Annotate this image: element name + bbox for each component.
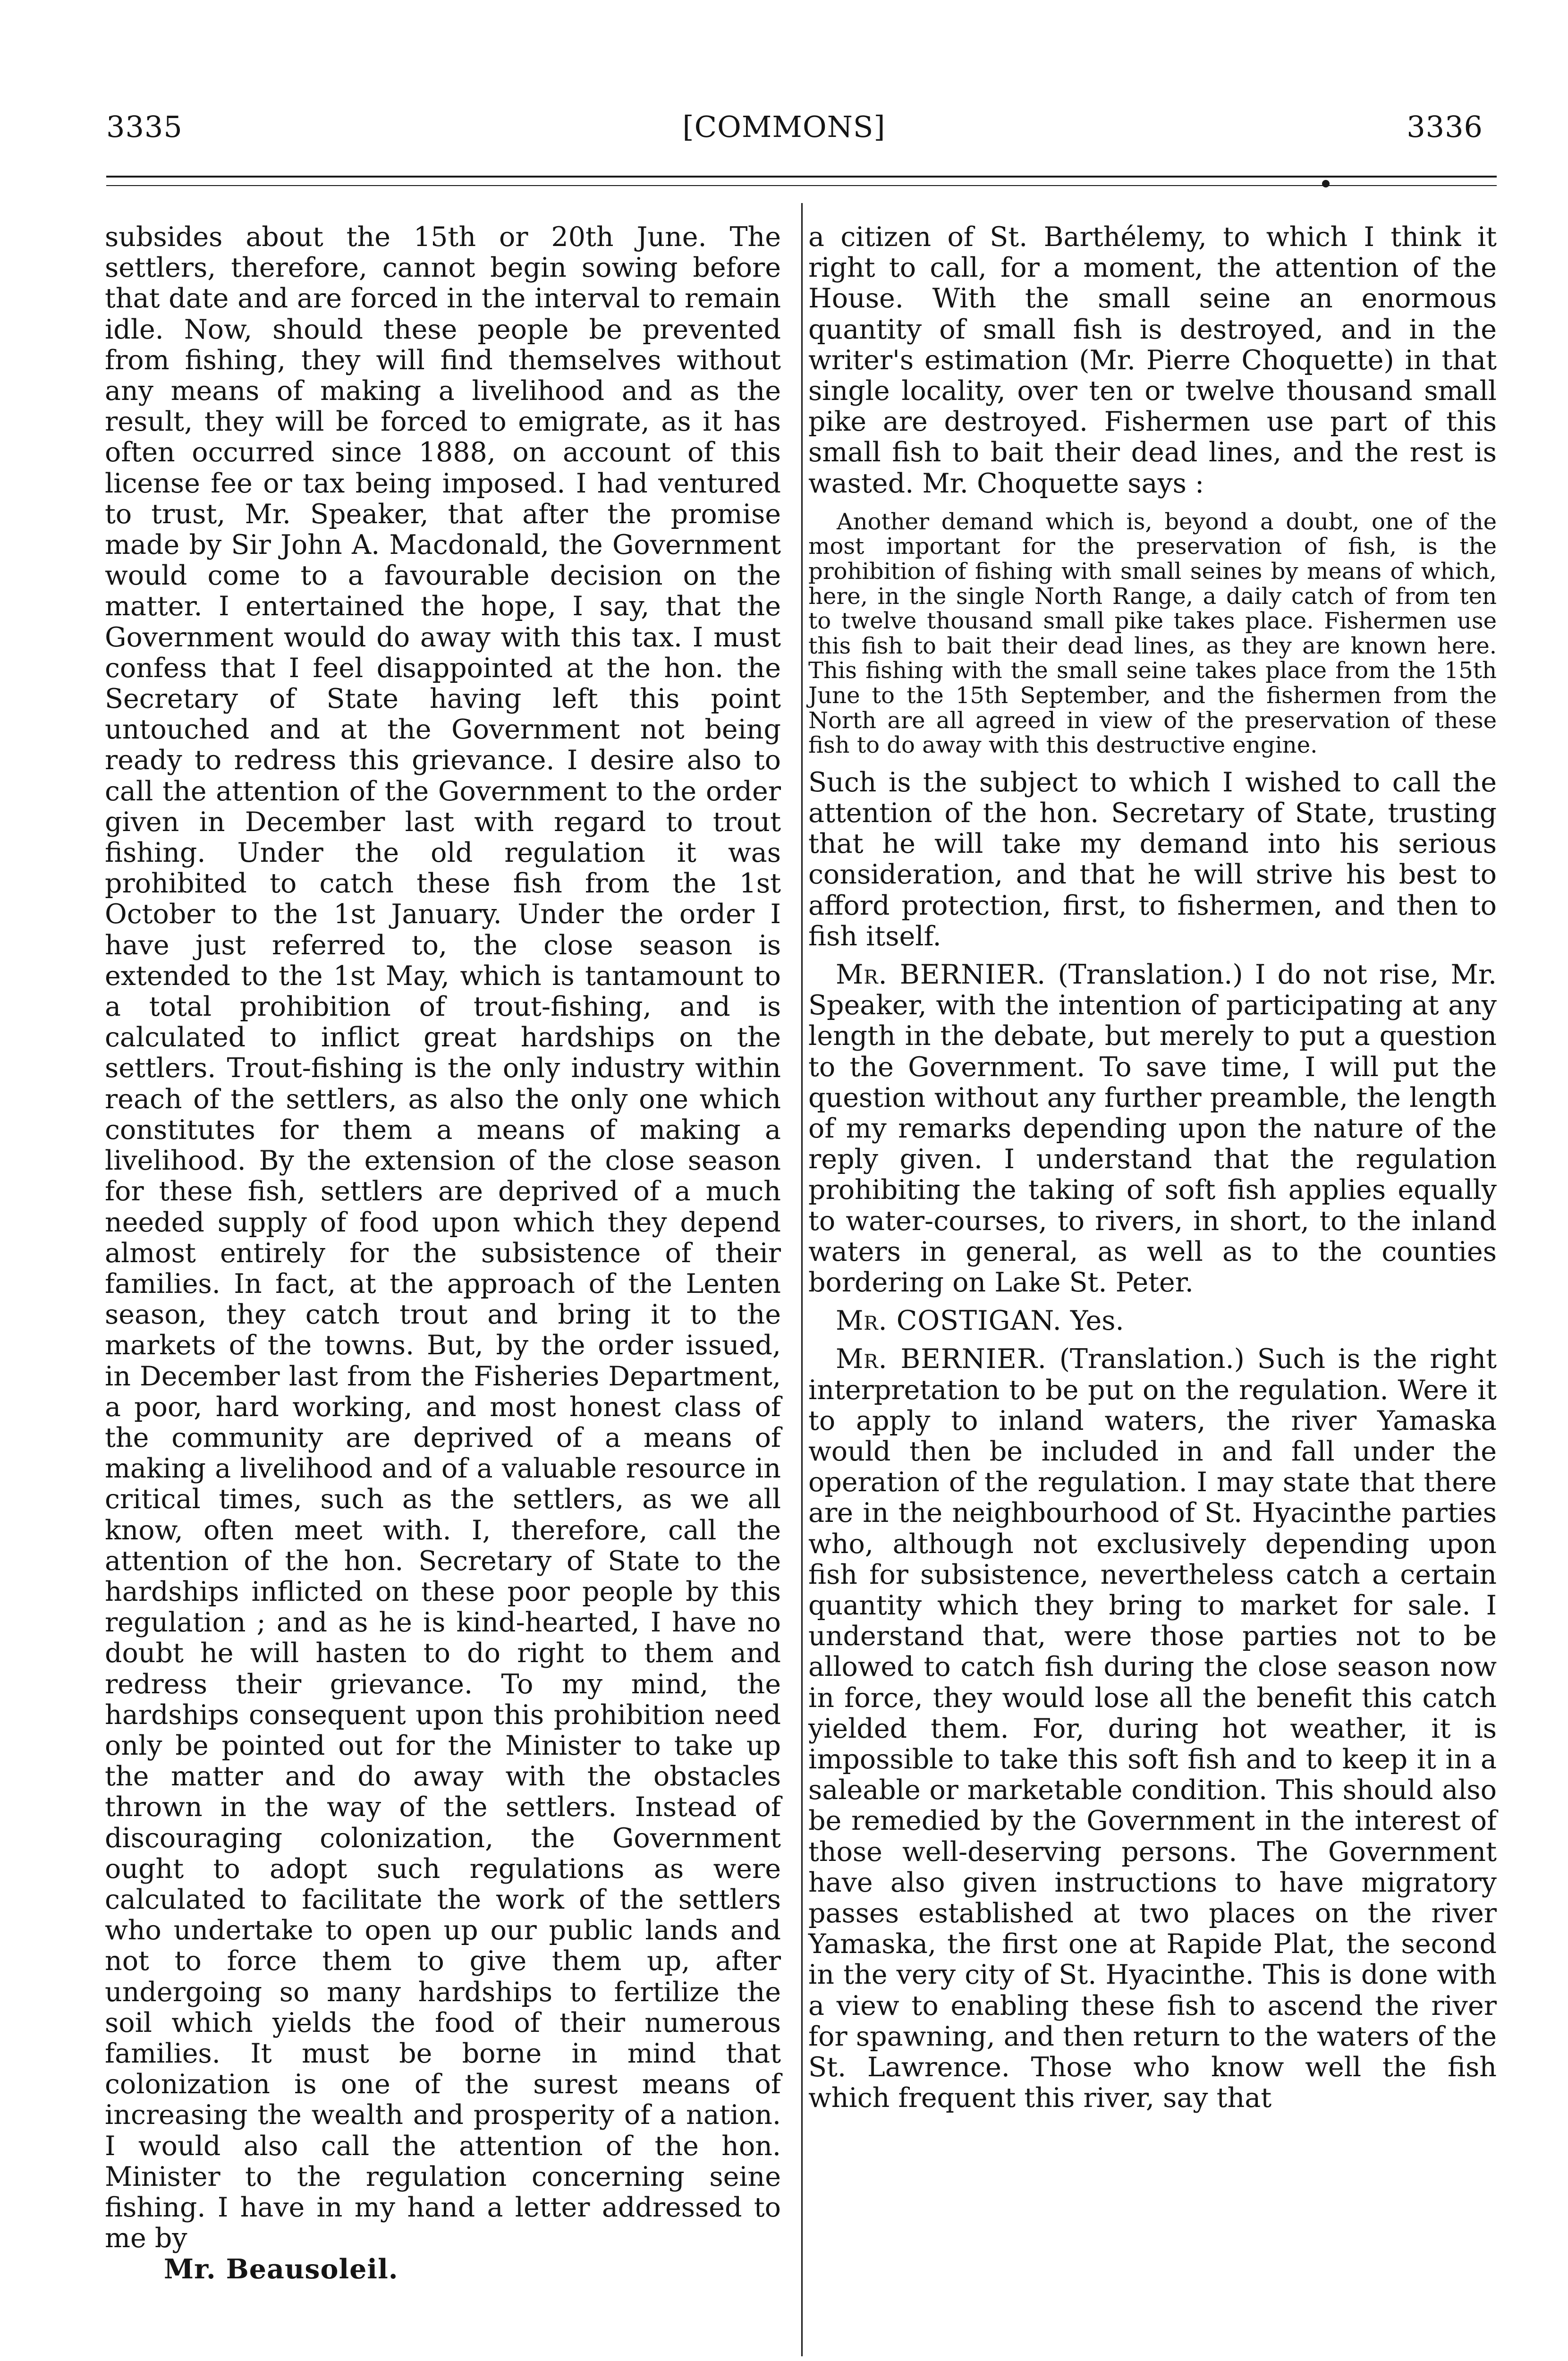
running-header: [COMMONS]	[682, 110, 886, 144]
speaker-name: Mr. BERNIER.	[836, 959, 1046, 990]
rule-ornament	[1322, 180, 1330, 187]
page-number-left: 3335	[106, 110, 183, 144]
speech-text: Yes.	[1061, 1305, 1124, 1337]
speech-text: (Translation.) I do not rise, Mr. Speaker, with the intention of participating at any length in the debate, but merely to put a question to the Government. To save time, I will put the question without any further preamble, the length of my remarks depending upon the nature of the reply given. I understand that the regulation prohibiting the taking of soft fish applies equally to water-courses, to rivers, in short, to the inland waters in general, as well as to the counties bordering on Lake St. Peter.	[808, 959, 1497, 1299]
speech-costigan	[808, 1306, 1497, 1336]
right-paragraph-2: Such is the subject to which I wished to call the attention of the hon. Secretary of State, trusting that he will take my demand into his serious consideration, and that he will strive his best to afford protection, first, to fishermen, and then to fish itself.	[808, 766, 1497, 952]
header-rule-thin	[106, 185, 1497, 186]
speaker-name: Mr. COSTIGAN.	[836, 1305, 1062, 1337]
page-number-right: 3336	[1407, 110, 1483, 144]
column-divider	[801, 203, 803, 2356]
speech-bernier-2	[808, 1344, 1497, 2114]
right-column	[808, 222, 1497, 2114]
speaker-signature: Mr. Beausoleil.	[164, 2253, 398, 2285]
header-rule-thick	[106, 176, 1497, 178]
left-column	[105, 222, 781, 2285]
speaker-name: Mr. BERNIER.	[836, 1343, 1047, 1375]
left-paragraph: subsides about the 15th or 20th June. The settlers, therefore, cannot begin sowing before that date and are forced in the interval to remain idle. Now, should these people be prevented from fishing, they will find themselves without any means of making a livelihood and as the result, they will be forced to emigrate, as it has often occurred since 1888, on account of this license fee or tax being imposed. I had ventured to trust, Mr. Speaker, that after the promise made by Sir John A. Macdonald, the Government would come to a favourable decision on the matter. I entertained the hope, I say, that the Government would do away with this tax. I must confess that I feel disappointed at the hon. the Secretary of State having left this point untouched and at the Government not being ready to redress this grievance. I desire also to call the attention of the Government to the order given in December last with regard to trout fishing. Under the old regulation it was prohibited to catch these fish from the 1st October to the 1st January. Under the order I have just referred to, the close season is extended to the 1st May, which is tantamount to a total prohibition of trout-fishing, and is calculated to inflict great hardships on the settlers. Trout-fishing is the only industry within reach of the settlers, as also the only one which constitutes for them a means of making a livelihood. By the extension of the close season for these fish, settlers are deprived of a much needed supply of food upon which they depend almost entirely for the subsistence of their families. In fact, at the approach of the Lenten season, they catch trout and bring it to the markets of the towns. But, by the order issued, in December last from the Fisheries Department, a poor, hard working, and most honest class of the community are deprived of a means of making a livelihood and of a valuable resource in critical times, such as the settlers, as we all know, often meet with. I, therefore, call the attention of the hon. Secretary of State to the hardships inflicted on these poor people by this regulation ; and as he is kind-hearted, I have no doubt he will hasten to do right to them and redress their grievance. To my mind, the hardships consequent upon this prohibition need only be pointed out for the Minister to take up the matter and do away with the obstacles thrown in the way of the settlers. Instead of discouraging colonization, the Government ought to adopt such regulations as were calculated to facilitate the work of the settlers who undertake to open up our public lands and not to force them to give them up, after undergoing so many hardships to fertilize the soil which yields the food of their numerous families. It must be borne in mind that colonization is one of the surest means of increasing the wealth and prosperity of a nation. I would also call the attention of the hon. Minister to the regulation concerning seine fishing. I have in my hand a letter addressed to me by	[105, 221, 781, 2254]
speech-text: (Translation.) Such is the right interpretation to be put on the regulation. Were it to apply to inland waters, the river Yamaska would then be included in and fall under the operation of the regulation. I may state that there are in the neighbourhood of St. Hyacinthe parties who, although not exclusively depending upon fish for subsistence, nevertheless catch a certain quantity which they bring to market for sale. I understand that, were those parties not to be allowed to catch fish during the close season now in force, they would lose all the benefit this catch yielded them. For, during hot weather, it is impossible to take this soft fish and to keep it in a saleable or marketable condition. This should also be remedied by the Government in the interest of those well-deserving persons. The Government have also given instructions to have migratory passes established at two places on the river Yamaska, the first one at Rapide Plat, the second in the very city of St. Hyacinthe. This is done with a view to enabling these fish to ascend the river for spawning, and then return to the waters of the St. Lawrence. Those who know well the fish which frequent this river, say that	[808, 1343, 1497, 2114]
quoted-letter: Another demand which is, beyond a doubt, one of the most important for the preservation of fish, is the prohibition of fishing with small seines by means of which, here, in the single North Range, a daily catch of from ten to twelve thousand small pike takes place. Fishermen use this fish to bait their dead lines, as they are known here. This fishing with the small seine takes place from the 15th June to the 15th September, and the fishermen from the North are all agreed in view of the preservation of these fish to do away with this destructive engine.	[808, 508, 1497, 759]
right-paragraph-1: a citizen of St. Barthélemy, to which I think it right to call, for a moment, the attention of the House. With the small seine an enormous quantity of small fish is destroyed, and in the writer's estimation (Mr. Pierre Choquette) in that single locality, over ten or twelve thousand small pike are destroyed. Fishermen use part of this small fish to bait their dead lines, and the rest is wasted. Mr. Choquette says :	[808, 221, 1497, 499]
speech-bernier-1	[808, 960, 1497, 1298]
